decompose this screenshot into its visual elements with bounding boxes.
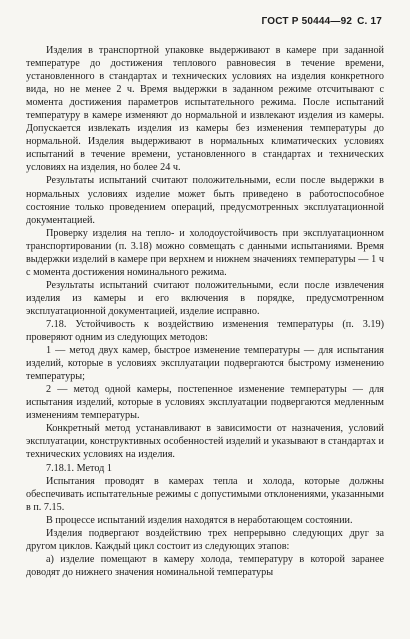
paragraph: Результаты испытаний считают положительными, если после извлечения изделия из камеры и его включения в порядке, предусмотренном эксплуатационной документацией, изделие исправно. — [26, 279, 384, 317]
clause-7-18-1-heading: 7.18.1. Метод 1 — [46, 462, 112, 474]
paragraph: Конкретный метод устанавливают в зависимости от назначения, условий эксплуатации, конструктивных особенностей изделий и указывают в стандартах и технических условиях на изделия. — [26, 423, 384, 461]
paragraph: Изделия в транспортной упаковке выдерживают в камере при заданной температуре до достижения теплового равновесия в течение времени, установленного в стандартах и технических условиях на изделия конкретного вида, но не менее 2 ч. Время выдержки в заданном режиме отсчитывают с момента достижения параметров испытательного режима. После испытаний температуру в камере изменяют до нормальной и извлекают изделия из камеры. Допускается извлекать изделия из камеры без изменения температуры до нормальной. Изделия выдерживают в нормальных климатических условиях испытаний в течение времени, установленного в стандартах и технических условиях на изделия, но более 24 ч. — [26, 45, 384, 174]
method-1-item: 1 — метод двух камер, быстрое изменение температуры — для испытания изделий, которые в условиях эксплуатации подвергаются быстрому изменению температуры; — [26, 345, 384, 383]
method-2-item: 2 — метод одной камеры, постепенное изменение температуры — для испытания изделий, которые в условиях эксплуатации подвергаются медленным изменениям температуры. — [26, 384, 384, 422]
paragraph: Проверку изделия на тепло- и холодоустойчивость при эксплуатационном транспортировании (п. 3.18) можно совмещать с данными испытаниями. Время выдержки изделий в камере при верхнем и нижнем значениях температуры — 1 ч с момента достижения номинального режима. — [26, 227, 384, 278]
list-item-a: а) изделие помещают в камеру холода, температуру в которой заранее доводят до нижнего значения номинальной температуры — [26, 553, 384, 578]
paragraph: Результаты испытаний считают положительными, если после выдержки в нормальных условиях изделие может быть приведено в работоспособное состояние только проведением операций, предусмотренных эксплуатационной документацией. — [26, 175, 384, 226]
page-number: С. 17 — [357, 16, 382, 27]
paragraph: Испытания проводят в камерах тепла и холода, которые должны обеспечивать испытательные режимы с допустимыми отклонениями, указанными в п. 7.15. — [26, 475, 384, 513]
clause-7-18: 7.18. Устойчивость к воздействию изменения температуры (п. 3.19) проверяют одним из следующих методов: — [26, 318, 384, 344]
document-body — [26, 44, 384, 579]
page-header — [262, 16, 382, 27]
paragraph: Изделия подвергают воздействию трех непрерывно следующих друг за другом циклов. Каждый цикл состоит из следующих этапов: — [26, 527, 384, 552]
paragraph: В процессе испытаний изделия находятся в неработающем состоянии. — [46, 514, 353, 526]
standard-designation: ГОСТ Р 50444—92 — [261, 16, 353, 27]
